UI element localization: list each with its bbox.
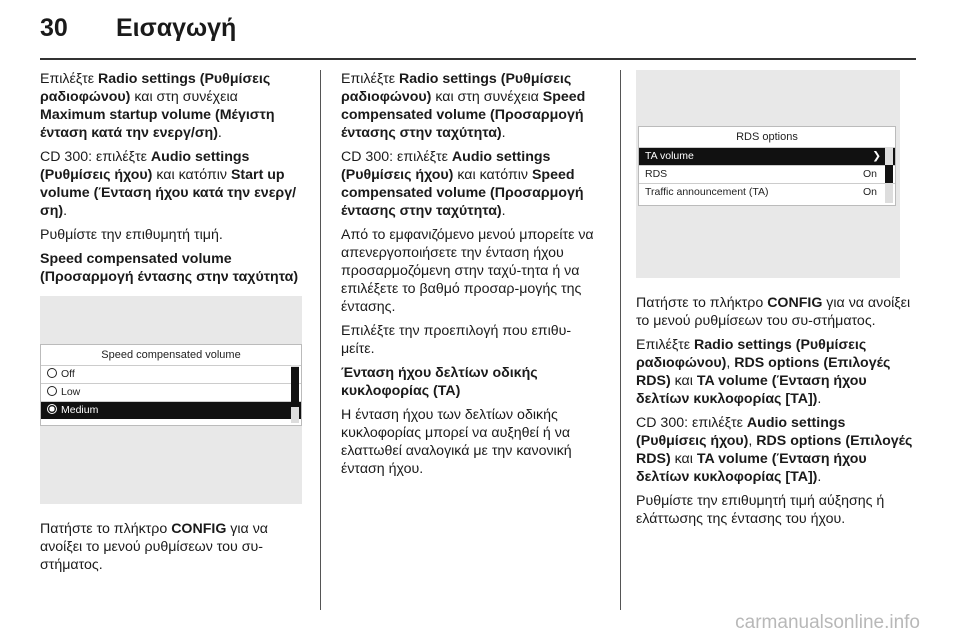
option-off[interactable]: Off [41, 365, 301, 383]
option-medium[interactable]: Medium [41, 401, 301, 419]
column-divider [320, 70, 321, 610]
paragraph: Ρυθμίστε την επιθυμητή τιμή. [40, 227, 223, 243]
paragraph: Ρυθμίστε την επιθυμητή τιμή αύξησης ή ελάττωσης της έντασης του ήχου. [636, 493, 885, 527]
paragraph: CD 300: επιλέξτε Audio settings (Ρυθμίσεις ήχου) και κατόπιν Start up volume (Ένταση ήχου κατά την ενεργ/ση). [40, 149, 297, 219]
paragraph: Η ένταση ήχου των δελτίων οδικής κυκλοφορίας μπορεί να αυξηθεί ή να ελαττωθεί αναλογικά με την κανονική ένταση ήχου. [341, 407, 572, 477]
page-header [40, 14, 236, 54]
paragraph: Επιλέξτε Radio settings (Ρυθμίσεις ραδιοφώνου), RDS options (Επιλογές RDS) και TA volume (Ένταση ήχου δελτίων κυκλοφορίας [TA]). [636, 337, 891, 407]
chapter-title: Εισαγωγή [116, 14, 237, 42]
scrollbar-thumb[interactable] [291, 367, 299, 407]
display-title: RDS options [736, 131, 798, 143]
scrollbar-thumb[interactable] [885, 165, 893, 183]
paragraph: Πατήστε το πλήκτρο CONFIG για να ανοίξει το μενού ρυθμίσεων του συ-στήματος. [636, 295, 911, 329]
column-3 [636, 70, 914, 534]
paragraph: CD 300: επιλέξτε Audio settings (Ρυθμίσεις ήχου) και κατόπιν Speed compensated volume (Προσαρμογή έντασης στην ταχύτητα). [341, 149, 584, 219]
menu-item-traffic-announcement[interactable]: Traffic announcement (TA) On [639, 183, 895, 201]
rds-options-display [638, 126, 896, 206]
paragraph: Επιλέξτε Radio settings (Ρυθμίσεις ραδιοφώνου) και στη συνέχεια Maximum startup volume (Μέγιστη ένταση κατά την ενεργ/ση). [40, 71, 275, 141]
paragraph: CD 300: επιλέξτε Audio settings (Ρυθμίσεις ήχου), RDS options (Επιλογές RDS) και TA volume (Ένταση ήχου δελτίων κυκλοφορίας [TA]). [636, 415, 913, 485]
radio-icon [47, 368, 57, 378]
paragraph: Επιλέξτε την προεπιλογή που επιθυ-μείτε. [341, 323, 572, 357]
radio-icon [47, 386, 57, 396]
chevron-right-icon: ❯ [872, 150, 881, 162]
speed-volume-display [40, 344, 302, 426]
display-screenshot [40, 296, 302, 504]
column-2 [341, 70, 603, 484]
header-divider [40, 58, 916, 60]
paragraph: Επιλέξτε Radio settings (Ρυθμίσεις ραδιοφώνου) και στη συνέχεια Speed compensated volume (Προσαρμογή έντασης στην ταχύτητα). [341, 71, 586, 141]
page-number: 30 [40, 14, 68, 42]
menu-item-rds[interactable]: RDS On [639, 165, 895, 183]
display-screenshot [636, 70, 900, 278]
radio-selected-icon [47, 404, 57, 414]
display-title: Speed compensated volume [101, 349, 241, 361]
column-1 [40, 70, 302, 580]
section-heading: Speed compensated volume (Προσαρμογή έντασης στην ταχύτητα) [40, 251, 299, 285]
paragraph: Από το εμφανιζόμενο μενού μπορείτε να απενεργοποιήσετε την ένταση ήχου προσαρμοζόμενη στην ταχύ-τητα ή να επιλέξετε το βαθμό προσαρ-μογής της έντασης. [341, 227, 594, 315]
menu-item-ta-volume[interactable]: TA volume ❯ [639, 147, 895, 165]
paragraph: Πατήστε το πλήκτρο CONFIG για να ανοίξει το μενού ρυθμίσεων του συ-στήματος. [40, 521, 268, 573]
column-divider [620, 70, 621, 610]
option-low[interactable]: Low [41, 383, 301, 401]
watermark: carmanualsonline.info [735, 612, 920, 633]
section-heading: Ένταση ήχου δελτίων οδικής κυκλοφορίας (TA) [341, 365, 538, 399]
